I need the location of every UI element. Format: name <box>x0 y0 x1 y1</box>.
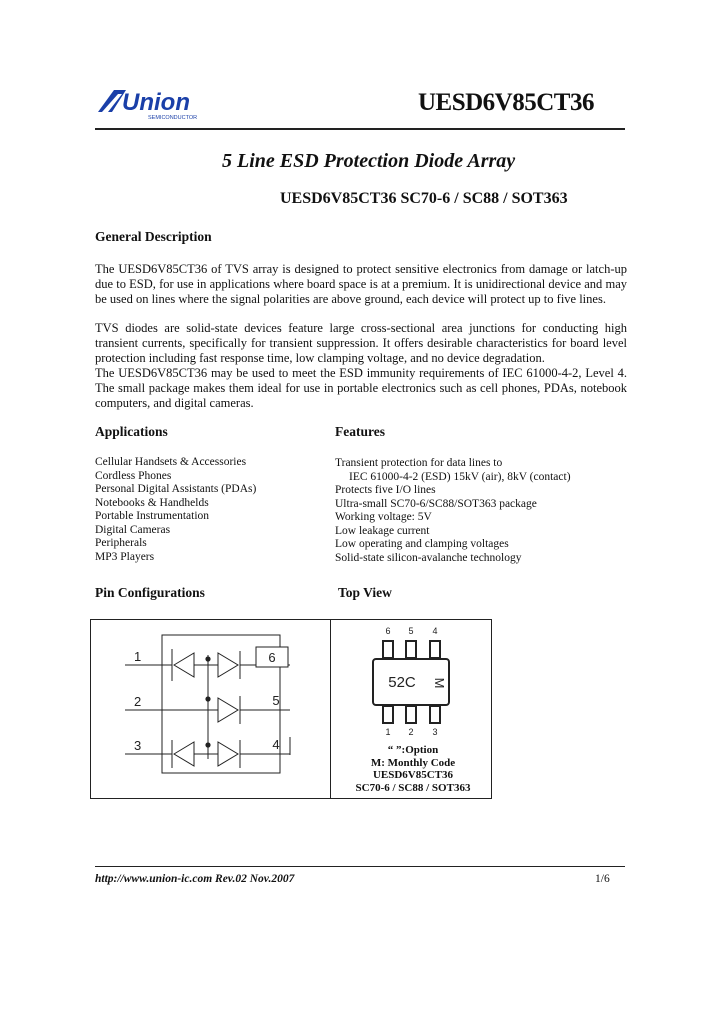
header-part-number: UESD6V85CT36 <box>418 89 594 116</box>
document-subtitle: 5 Line ESD Protection Diode Array <box>222 150 516 172</box>
list-item: Ultra-small SC70-6/SC88/SOT363 package <box>335 497 537 510</box>
pin-label-2: 2 <box>134 694 142 709</box>
bottom-pin-label: 2 <box>408 727 414 737</box>
pin-configurations-heading: Pin Configurations <box>95 585 205 600</box>
description-paragraph-1: The UESD6V85CT36 of TVS array is designed to protect sensitive electronics from damage or latch-up due to ESD, for use in applications where board space is at a premium. It is unidirectional device and may be used on lines where the signal polarities are above ground, each device will protect up to five lines. <box>95 262 627 306</box>
list-item: Portable Instrumentation <box>95 510 210 522</box>
marking-package: SC70-6 / SC88 / SOT363 <box>355 781 471 794</box>
package-line: UESD6V85CT36 SC70-6 / SC88 / SOT363 <box>280 190 568 207</box>
footer-divider <box>95 866 625 867</box>
header-divider <box>95 128 625 130</box>
pin-label-3: 3 <box>134 738 142 753</box>
tvs-diode-icon <box>172 649 208 681</box>
logo-text: Union <box>122 89 190 116</box>
package-top-view <box>373 626 449 737</box>
marking-month: M <box>432 677 447 689</box>
pin-label-1: 1 <box>134 649 142 664</box>
list-item: Solid-state silicon-avalanche technology <box>335 551 522 564</box>
junction-dot <box>205 742 210 747</box>
description-paragraph-2: TVS diodes are solid-state devices feature large cross-sectional area junctions for conducting high transient currents, specifically for transient suppression. It offers desirable characteristics for board level protection including fast response time, low clamping voltage, and no device degradation. <box>95 321 627 365</box>
top-pin-label: 5 <box>408 626 414 636</box>
list-item: Transient protection for data lines to <box>335 457 503 469</box>
option-note: “ ”:Option <box>387 744 439 756</box>
top-pin-label: 4 <box>432 626 438 636</box>
description-paragraph-3: The UESD6V85CT36 may be used to meet the ESD immunity requirements of IEC 61000-4-2, Level 4. The small package makes them ideal for use in portable electronics such as cell phones, PDAs, notebook computers, and digital cameras. <box>95 366 627 410</box>
junction-dot <box>205 656 210 661</box>
pin-label-4: 4 <box>272 737 280 752</box>
pin-label-5: 5 <box>272 693 280 708</box>
tvs-diode-icon <box>172 740 208 768</box>
bottom-pin-label: 1 <box>385 727 391 737</box>
marking-code: 52C <box>388 674 416 691</box>
footer-url-revision: http://www.union-ic.com Rev.02 Nov.2007 <box>95 873 295 885</box>
features-list <box>335 457 571 565</box>
monthly-code-note: M: Monthly Code <box>370 756 456 769</box>
list-item: Low operating and clamping voltages <box>335 538 509 550</box>
marking-legend <box>333 744 493 794</box>
list-item: Low leakage current <box>335 524 430 537</box>
top-view-heading: Top View <box>338 585 392 600</box>
list-item: Cellular Handsets & Accessories <box>95 456 247 468</box>
page-number: 1/6 <box>595 873 610 885</box>
applications-list <box>95 456 256 564</box>
general-description-heading: General Description <box>95 229 212 244</box>
list-item: Notebooks & Handhelds <box>95 496 209 509</box>
list-item: Digital Cameras <box>95 523 171 536</box>
tvs-diode-icon <box>208 696 255 724</box>
list-item: Personal Digital Assistants (PDAs) <box>95 483 257 495</box>
bottom-pin-label: 3 <box>432 727 438 737</box>
applications-heading: Applications <box>95 424 168 439</box>
list-item: Working voltage: 5V <box>335 511 432 523</box>
list-item: Protects five I/O lines <box>335 484 436 496</box>
marking-part-number: UESD6V85CT36 <box>372 769 454 781</box>
list-item: Peripherals <box>95 537 147 549</box>
junction-dot <box>205 696 210 701</box>
tvs-diode-icon <box>208 651 255 679</box>
features-heading: Features <box>335 424 385 439</box>
pin-label-6: 6 <box>268 650 276 665</box>
list-item: Cordless Phones <box>95 469 172 482</box>
logo-subtext: SEMICONDUCTOR <box>148 115 198 121</box>
top-pin-label: 6 <box>385 626 391 636</box>
list-item: MP3 Players <box>95 550 155 563</box>
list-item: IEC 61000-4-2 (ESD) 15kV (air), 8kV (contact) <box>349 470 571 483</box>
tvs-diode-icon <box>208 740 255 768</box>
union-logo <box>96 84 228 122</box>
